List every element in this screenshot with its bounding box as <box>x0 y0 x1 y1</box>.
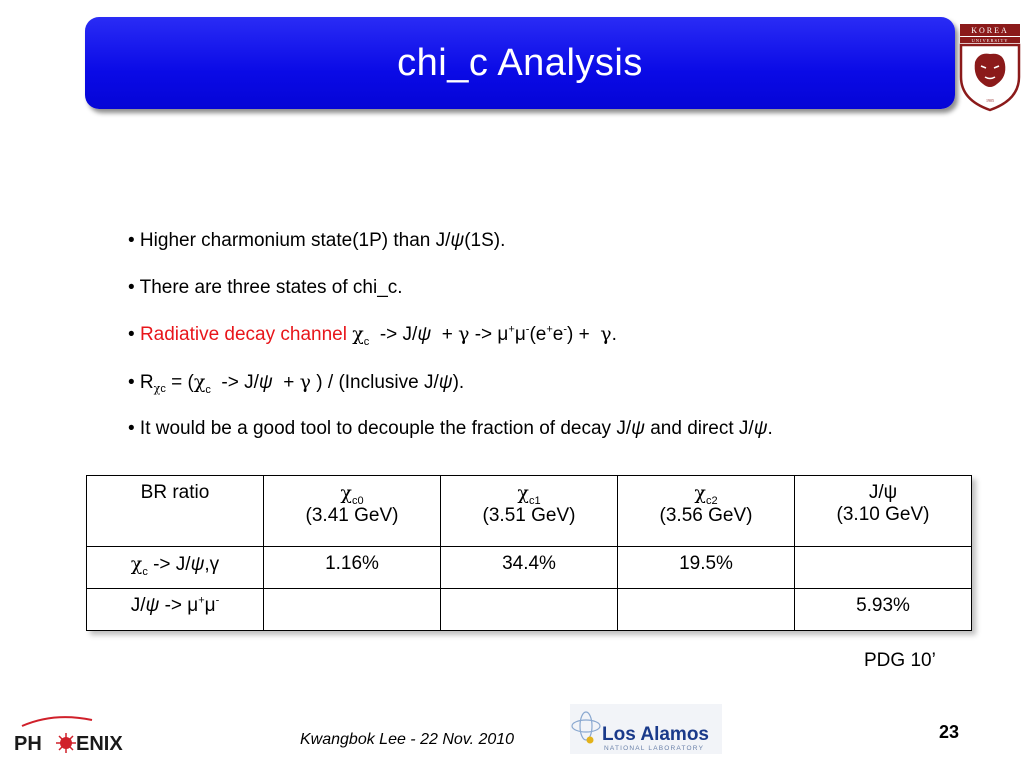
phenix-logo-left: PH <box>14 733 42 755</box>
ku-logo-subtitle: UNIVERSITY <box>971 38 1009 43</box>
br-ratio-table <box>86 475 972 631</box>
header-chi-c0: $\chi_{c0}$ (3.41 GeV) <box>264 476 441 547</box>
ku-logo-year: 1905 <box>986 98 994 103</box>
table-cell <box>795 547 972 589</box>
korea-university-logo <box>957 22 1023 112</box>
phenix-logo-right: ENIX <box>76 733 123 755</box>
header-chi-c1: $\chi_{c1}$ (3.51 GeV) <box>441 476 618 547</box>
title-banner <box>85 17 955 109</box>
la-logo-sub: NATIONAL LABORATORY <box>604 745 705 752</box>
table-cell: 1.16% <box>264 547 441 589</box>
row-label-jpsi-mumu: J/ψ -> μ+μ- <box>87 589 264 631</box>
header-jpsi: J/ψ (3.10 GeV) <box>795 476 972 547</box>
slide-title: chi_c Analysis <box>397 41 643 84</box>
row-label-chic-jpsi-gamma: $\chi_c -> J/\psi,\gamma$ <box>87 547 264 589</box>
la-logo-main: Los Alamos <box>602 724 709 745</box>
footer-text: Kwangbok Lee - 22 Nov. 2010 <box>300 731 515 748</box>
page-number: 23 <box>939 722 960 742</box>
header-chi-c2: $\chi_{c2}$ (3.56 GeV) <box>618 476 795 547</box>
ku-logo-title: KOREA <box>971 26 1009 35</box>
los-alamos-logo <box>570 704 722 754</box>
source-note: PDG 10’ <box>864 650 936 671</box>
table-cell <box>618 589 795 631</box>
highlight-text: Radiative decay channel <box>139 324 347 345</box>
bullet-item: • It would be a good tool to decouple the fraction of decay J/ψ and direct J/ψ. <box>128 418 773 439</box>
table-cell: 34.4% <box>441 547 618 589</box>
table-cell <box>264 589 441 631</box>
table-row <box>87 589 972 631</box>
table-cell <box>441 589 618 631</box>
bullet-item: • Higher charmonium state(1P) than J/ψ(1S). <box>128 230 506 251</box>
table-cell: 5.93% <box>795 589 972 631</box>
phenix-star-icon <box>56 733 76 753</box>
table-row <box>87 547 972 589</box>
header-label-cell: BR ratio <box>87 476 264 547</box>
bullet-item: • There are three states of chi_c. <box>128 276 403 298</box>
bullet-item: • $R_{\chi c} = (\chi_c -> J/\psi + \gamma$ ) / (Inclusive J/ψ). <box>128 370 465 396</box>
table-cell: 19.5% <box>618 547 795 589</box>
table-header-row <box>87 476 972 547</box>
bullet-list <box>128 218 988 453</box>
phenix-logo <box>14 712 129 756</box>
bullet-item: • Radiative decay channel $\chi_c -> J/\psi + \gamma -> \mu^+\mu^-(e^+e^-) + \gamma$. <box>128 323 617 348</box>
